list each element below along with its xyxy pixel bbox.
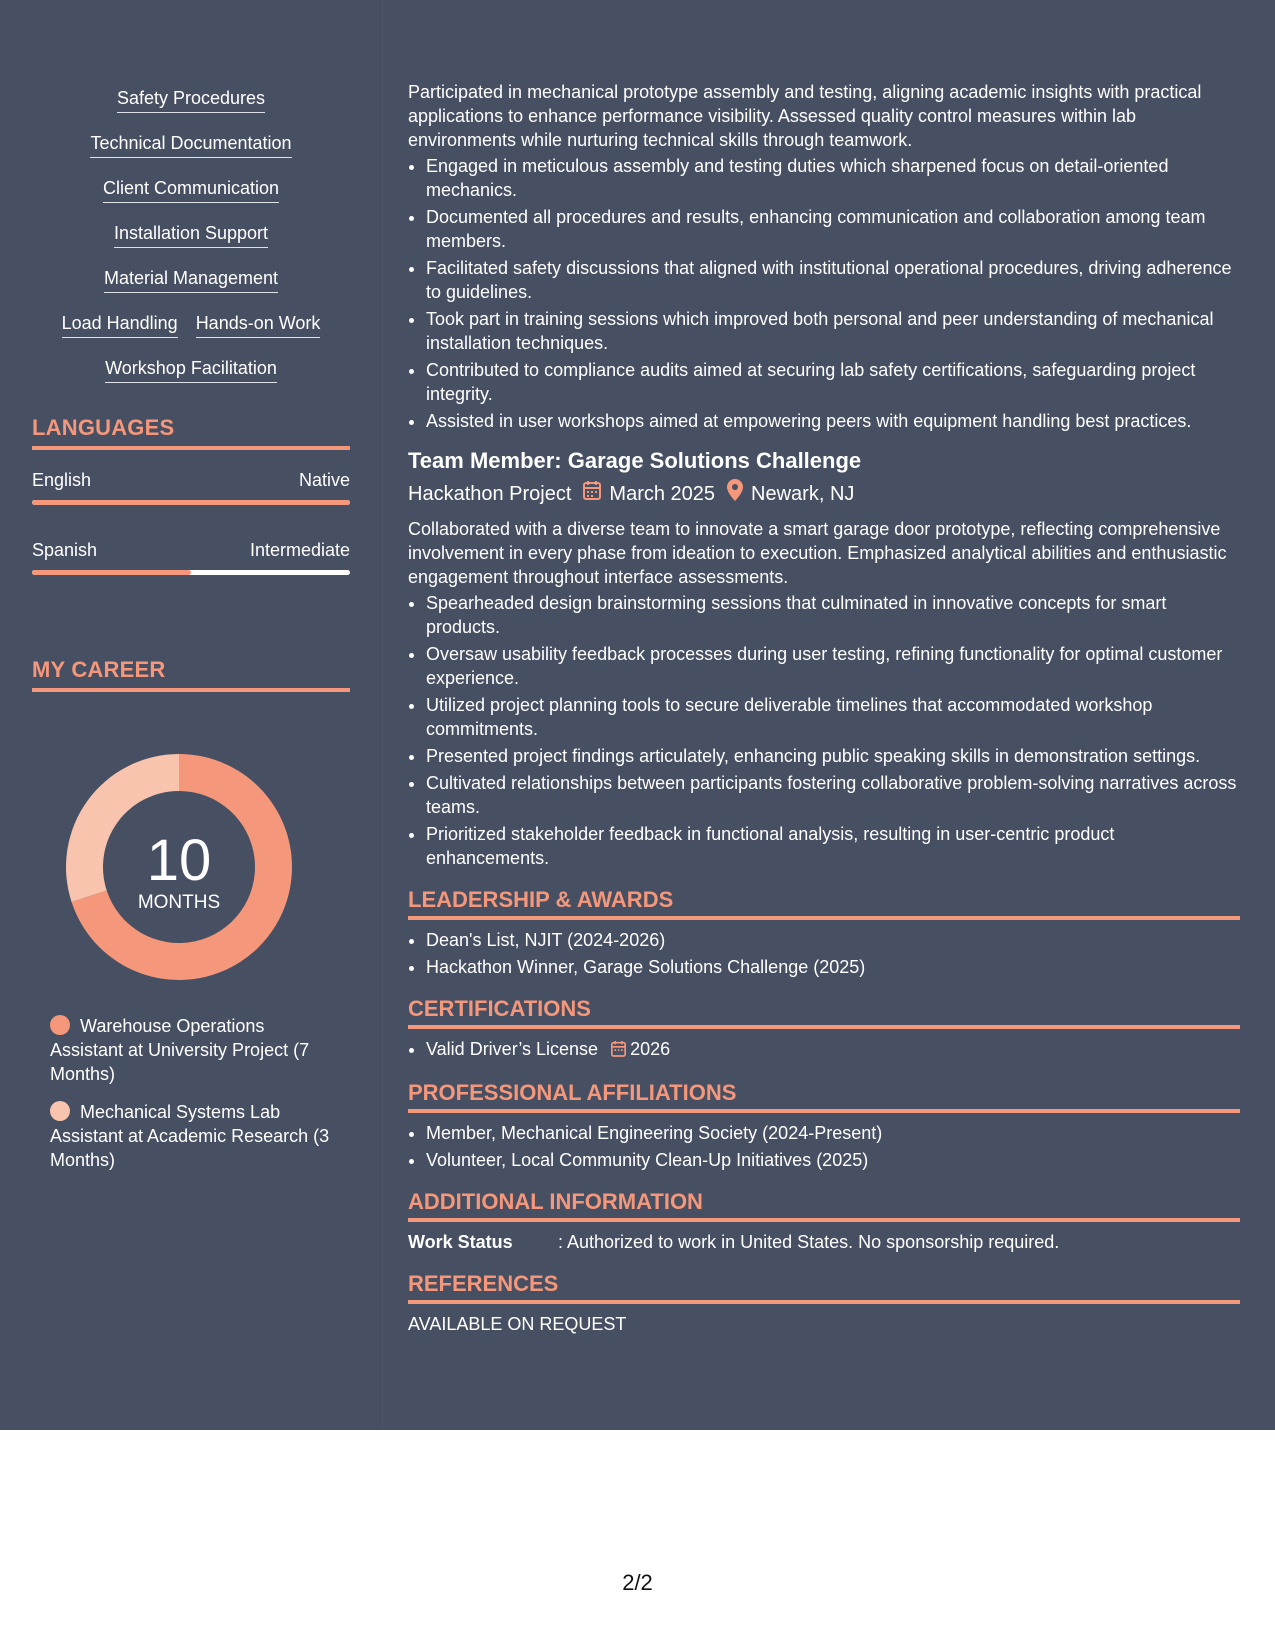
- list-item: • Spearheaded design brainstorming sessions that culminated in innovative concepts for smart products.: [426, 591, 1240, 639]
- career-donut-chart: [64, 752, 294, 982]
- additional-info-heading: ADDITIONAL INFORMATION: [408, 1188, 1240, 1222]
- work-status-label: Work Status: [408, 1232, 513, 1252]
- list-item: • Assisted in user workshops aimed at empowering peers with equipment handling best practices.: [426, 409, 1240, 433]
- language-spanish: [32, 538, 350, 575]
- skill-tag: Client Communication: [103, 176, 279, 203]
- language-name: English: [32, 470, 92, 490]
- legend-dot: [50, 1101, 70, 1121]
- job-date: March 2025: [609, 483, 716, 505]
- skill-tag: Installation Support: [114, 221, 268, 248]
- skill-row: [32, 176, 350, 221]
- references-heading: REFERENCES: [408, 1270, 1240, 1304]
- legend-label: Warehouse Operations Assistant at University Project (7 Months): [50, 1016, 310, 1084]
- language-level: Native: [298, 470, 350, 490]
- language-level-fill: [32, 500, 350, 505]
- list-item: • Member, Mechanical Engineering Society (2024-Present): [426, 1121, 1240, 1145]
- job-meta: [408, 479, 1240, 509]
- legend-label: Mechanical Systems Lab Assistant at Academic Research (3 Months): [50, 1102, 330, 1170]
- skills-list: [32, 86, 350, 401]
- job-location: Newark, NJ: [751, 483, 855, 505]
- job-bullets: [408, 591, 1240, 870]
- calendar-icon: [611, 1039, 626, 1063]
- career-heading: MY CAREER: [32, 656, 350, 692]
- skill-tag: Material Management: [104, 266, 278, 293]
- experience-bullets: [408, 154, 1240, 433]
- job-title: Team Member: Garage Solutions Challenge: [408, 448, 862, 473]
- career-total-unit: MONTHS: [137, 892, 221, 913]
- legend-dot: [50, 1015, 70, 1035]
- language-level-fill: [32, 570, 191, 575]
- affiliations-heading: PROFESSIONAL AFFILIATIONS: [408, 1079, 1240, 1113]
- list-item: • Prioritized stakeholder feedback in functional analysis, resulting in user-centric product enhancements.: [426, 822, 1240, 870]
- certification-year: 2026: [630, 1039, 671, 1059]
- skill-row: [32, 266, 350, 311]
- skill-tag: Load Handling: [62, 311, 178, 338]
- career-total-number: 10: [146, 828, 212, 893]
- skill-tag: Safety Procedures: [117, 86, 265, 113]
- list-item: • Cultivated relationships between participants fostering collaborative problem-solving narratives across teams.: [426, 771, 1240, 819]
- skill-row: [32, 131, 350, 176]
- language-level: Intermediate: [249, 540, 350, 560]
- career-legend-item: [50, 1100, 340, 1172]
- list-item: • Facilitated safety discussions that aligned with institutional operational procedures, driving adherence to guidelines.: [426, 256, 1240, 304]
- list-item: • Documented all procedures and results, enhancing communication and collaboration among team members.: [426, 205, 1240, 253]
- certification-item: [426, 1037, 1240, 1063]
- work-status-value: : Authorized to work in United States. No sponsorship required.: [558, 1232, 1060, 1252]
- list-item: • Volunteer, Local Community Clean-Up Initiatives (2025): [426, 1148, 1240, 1172]
- main-content: [408, 80, 1240, 1336]
- leadership-heading: LEADERSHIP & AWARDS: [408, 886, 1240, 920]
- certification-name: Valid Driver’s License: [426, 1039, 599, 1059]
- languages-heading: LANGUAGES: [32, 414, 350, 450]
- skill-row: [32, 221, 350, 266]
- list-item: • Hackathon Winner, Garage Solutions Challenge (2025): [426, 955, 1240, 979]
- calendar-icon: [583, 480, 601, 508]
- work-status-row: [408, 1230, 1240, 1254]
- list-item: • Utilized project planning tools to secure deliverable timelines that accommodated workshop commitments.: [426, 693, 1240, 741]
- skill-tag: Hands-on Work: [196, 311, 321, 338]
- list-item: • Presented project findings articulately, enhancing public speaking skills in demonstration settings.: [426, 744, 1240, 768]
- list-item: • Contributed to compliance audits aimed at securing lab safety certifications, safeguarding project integrity.: [426, 358, 1240, 406]
- map-pin-icon: [727, 479, 743, 509]
- skill-tag: Technical Documentation: [90, 131, 291, 158]
- experience-summary: Participated in mechanical prototype assembly and testing, aligning academic insights with practical applications to enhance performance visibility. Assessed quality control measures within lab environments while nurturing technical skills through teamwork.: [408, 82, 1202, 150]
- left-sidebar: [0, 0, 383, 1430]
- affiliations-list: [408, 1121, 1240, 1172]
- list-item: • Oversaw usability feedback processes during user testing, refining functionality for optimal customer experience.: [426, 642, 1240, 690]
- references-text: AVAILABLE ON REQUEST: [408, 1314, 627, 1334]
- job-summary: Collaborated with a diverse team to innovate a smart garage door prototype, reflecting comprehensive involvement in every phase from ideation to execution. Emphasized analytical abilities and enthusiastic engagement throughout interface assessments.: [408, 519, 1227, 587]
- language-level-bar: [32, 500, 350, 505]
- certifications-list: [408, 1037, 1240, 1063]
- leadership-list: [408, 928, 1240, 979]
- list-item: • Dean's List, NJIT (2024-2026): [426, 928, 1240, 952]
- list-item: • Engaged in meticulous assembly and testing duties which sharpened focus on detail-oriented mechanics.: [426, 154, 1240, 202]
- list-item: • Took part in training sessions which improved both personal and peer understanding of mechanical installation techniques.: [426, 307, 1240, 355]
- language-level-bar: [32, 570, 350, 575]
- language-english: [32, 468, 350, 505]
- skill-row: [32, 356, 350, 401]
- language-name: Spanish: [32, 540, 98, 560]
- career-legend-item: [50, 1014, 340, 1086]
- certifications-heading: CERTIFICATIONS: [408, 995, 1240, 1029]
- page-number: 2/2: [622, 1570, 653, 1595]
- skill-tag: Workshop Facilitation: [105, 356, 277, 383]
- skill-row: [32, 86, 350, 131]
- skill-row: [32, 311, 350, 356]
- job-organization: Hackathon Project: [408, 483, 572, 505]
